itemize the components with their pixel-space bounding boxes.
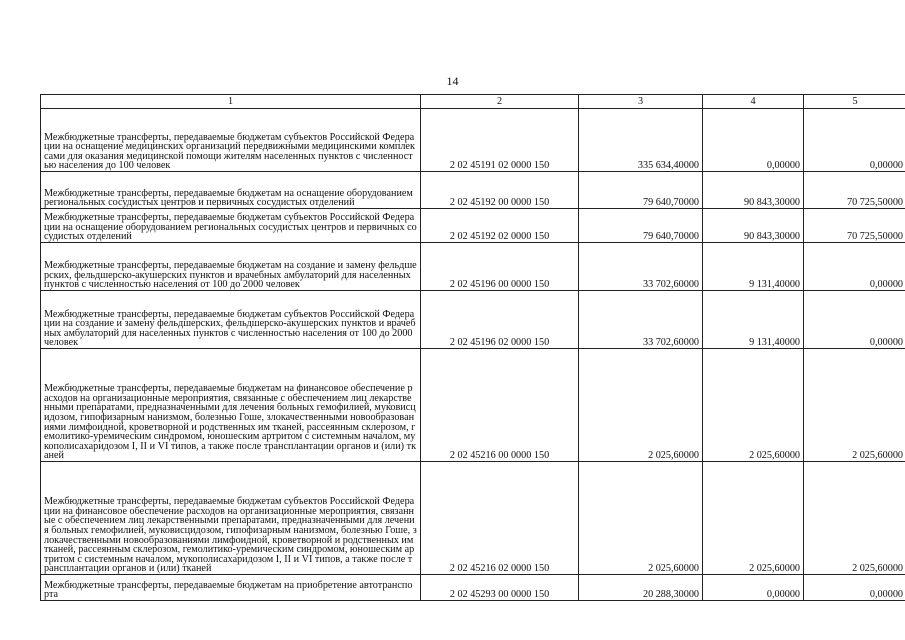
row-value-5: 2 025,60000: [804, 462, 905, 575]
row-value-4: 2 025,60000: [703, 349, 804, 462]
row-value-3: 33 702,60000: [579, 291, 703, 349]
row-value-5: 0,00000: [804, 109, 905, 172]
row-value-3: 79 640,70000: [579, 172, 703, 209]
row-description: Межбюджетные трансферты, передаваемые бюджетам субъектов Российской Федерации на оснащение медицинских организаций передвижными медицинскими комплексами для оказания медицинской помощи жителям населенных пунктов с численностью населения до 100 человек: [41, 109, 421, 172]
row-value-3: 2 025,60000: [579, 462, 703, 575]
table-row: [41, 172, 905, 209]
table-row: [41, 209, 905, 243]
column-header-3: 3: [579, 95, 703, 109]
row-value-3: 33 702,60000: [579, 243, 703, 291]
row-description: Межбюджетные трансферты, передаваемые бюджетам на оснащение оборудованием региональных сосудистых центров и первичных сосудистых отделений: [41, 172, 421, 209]
row-code: 2 02 45191 02 0000 150: [421, 109, 579, 172]
row-value-4: 90 843,30000: [703, 209, 804, 243]
row-code: 2 02 45216 00 0000 150: [421, 349, 579, 462]
row-value-3: 20 288,30000: [579, 575, 703, 601]
table-row: [41, 349, 905, 462]
row-value-5: 0,00000: [804, 243, 905, 291]
row-code: 2 02 45196 02 0000 150: [421, 291, 579, 349]
row-value-5: 0,00000: [804, 291, 905, 349]
column-header-2: 2: [421, 95, 579, 109]
row-description: Межбюджетные трансферты, передаваемые бюджетам на приобретение автотранспорта: [41, 575, 421, 601]
row-value-3: 79 640,70000: [579, 209, 703, 243]
row-value-4: 9 131,40000: [703, 243, 804, 291]
row-value-5: 70 725,50000: [804, 209, 905, 243]
row-description: Межбюджетные трансферты, передаваемые бюджетам субъектов Российской Федерации на оснащение оборудованием региональных сосудистых центров и первичных сосудистых отделений: [41, 209, 421, 243]
row-code: 2 02 45196 00 0000 150: [421, 243, 579, 291]
row-code: 2 02 45192 00 0000 150: [421, 172, 579, 209]
table-row: [41, 109, 905, 172]
row-description: Межбюджетные трансферты, передаваемые бюджетам субъектов Российской Федерации на создание и замену фельдшерских, фельдшерско-акушерских пунктов и врачебных амбулаторий для населенных пунктов с численностью населения от 100 до 2000 человек: [41, 291, 421, 349]
table-row: [41, 575, 905, 601]
row-value-4: 2 025,60000: [703, 462, 804, 575]
row-value-4: 90 843,30000: [703, 172, 804, 209]
table-header-row: [41, 95, 905, 109]
column-header-5: 5: [804, 95, 905, 109]
table-row: [41, 243, 905, 291]
row-description: Межбюджетные трансферты, передаваемые бюджетам на финансовое обеспечение расходов на организационные мероприятия, связанные с обеспечением лиц лекарственными препаратами, предназначенными для лечения больных гемофилией, муковисцидозом, гипофизарным нанизмом, болезнью Гоше, злокачественными новообразованиями лимфоидной, кроветворной и родственных им тканей, рассеянным склерозом, гемолитико-уремическим синдромом, юношеским артритом с системным началом, мукополисахаридозом I, II и VI типов, а также после трансплантации органов и (или) тканей: [41, 349, 421, 462]
row-value-3: 2 025,60000: [579, 349, 703, 462]
row-value-5: 0,00000: [804, 575, 905, 601]
row-code: 2 02 45192 02 0000 150: [421, 209, 579, 243]
row-description: Межбюджетные трансферты, передаваемые бюджетам субъектов Российской Федерации на финансовое обеспечение расходов на организационные мероприятия, связанные с обеспечением лиц лекарственными препаратами, предназначенными для лечения больных гемофилией, муковисцидозом, гипофизарным нанизмом, болезнью Гоше, злокачественными новообразованиями лимфоидной, кроветворной и родственных им тканей, рассеянным склерозом, гемолитико-уремическим синдромом, юношеским артритом с системным началом, мукополисахаридозом I, II и VI типов, а также после трансплантации органов и (или) тканей: [41, 462, 421, 575]
row-value-4: 0,00000: [703, 575, 804, 601]
table-row: [41, 462, 905, 575]
column-header-4: 4: [703, 95, 804, 109]
table-row: [41, 291, 905, 349]
row-value-4: 0,00000: [703, 109, 804, 172]
column-header-1: 1: [41, 95, 421, 109]
row-code: 2 02 45293 00 0000 150: [421, 575, 579, 601]
page-number: 14: [446, 74, 459, 88]
row-value-5: 2 025,60000: [804, 349, 905, 462]
row-code: 2 02 45216 02 0000 150: [421, 462, 579, 575]
row-value-3: 335 634,40000: [579, 109, 703, 172]
row-value-4: 9 131,40000: [703, 291, 804, 349]
row-value-5: 70 725,50000: [804, 172, 905, 209]
row-description: Межбюджетные трансферты, передаваемые бюджетам на создание и замену фельдшерских, фельдшерско-акушерских пунктов и врачебных амбулаторий для населенных пунктов с численностью населения от 100 до 2000 человек: [41, 243, 421, 291]
budget-table: [40, 94, 905, 601]
